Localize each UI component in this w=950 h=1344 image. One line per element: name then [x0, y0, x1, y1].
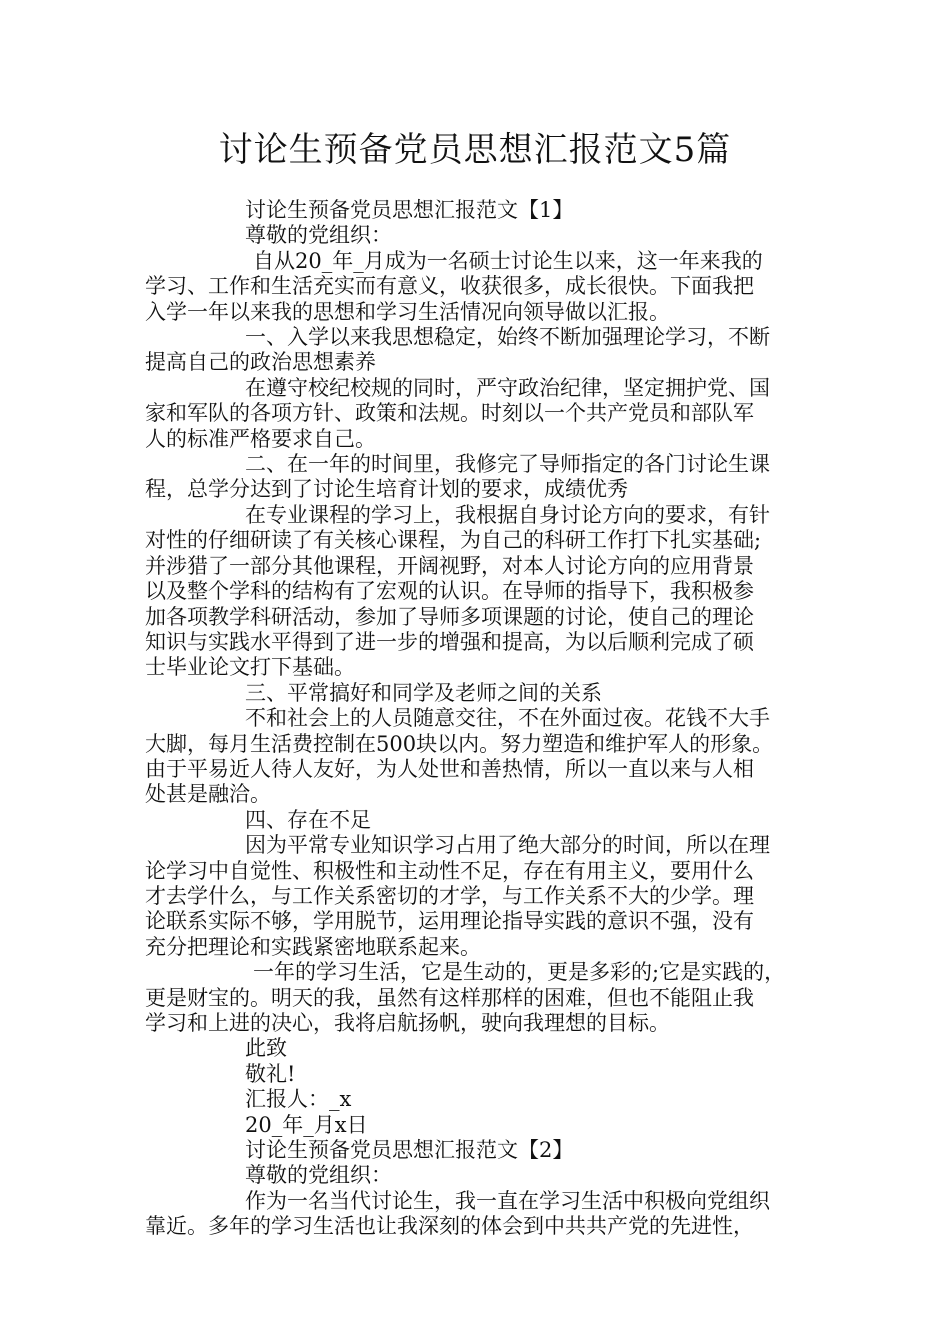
paragraph-line: 三、平常搞好和同学及老师之间的关系: [245, 680, 602, 705]
paragraph-line: 大脚，每月生活费控制在500块以内。努力塑造和维护军人的形象。: [145, 731, 774, 756]
paragraph-line: 此致: [245, 1036, 287, 1061]
paragraph-line: 提高自己的政治思想素养: [145, 350, 376, 375]
paragraph-line: 讨论生预备党员思想汇报范文【2】: [245, 1138, 574, 1163]
paragraph-line: 讨论生预备党员思想汇报范文【1】: [245, 198, 574, 222]
paragraph-line: 更是财宝的。明天的我，虽然有这样那样的困难，但也不能阻止我: [145, 985, 754, 1010]
paragraph-line: 尊敬的党组织：: [245, 223, 392, 248]
document-title: 讨论生预备党员思想汇报范文5篇: [218, 130, 732, 170]
document-body: [145, 198, 825, 1240]
paragraph-line: 汇报人：_x: [245, 1087, 352, 1112]
paragraph-line: 充分把理论和实践紧密地联系起来。: [145, 934, 481, 959]
paragraph-line: 对性的仔细研读了有关核心课程，为自己的科研工作打下扎实基础;: [145, 528, 762, 553]
paragraph-line: 一年的学习生活，它是生动的，更是多彩的;它是实践的，: [253, 960, 786, 985]
paragraph-line: 20_年_月x日: [245, 1112, 368, 1137]
paragraph-line: 学习和上进的决心，我将启航扬帆，驶向我理想的目标。: [145, 1011, 670, 1035]
paragraph-line: 四、存在不足: [245, 807, 371, 832]
paragraph-line: 入学一年以来我的思想和学习生活情况向领导做以汇报。: [145, 299, 670, 324]
paragraph-line: 人的标准严格要求自己。: [145, 426, 376, 451]
paragraph-line: 加各项教学科研活动，参加了导师多项课题的讨论，使自己的理论: [145, 604, 754, 629]
paragraph-line: 学习、工作和生活充实而有意义，收获很多，成长很快。下面我把: [145, 274, 754, 299]
paragraph-line: 才去学什么，与工作关系密切的才学，与工作关系不大的少学。理: [145, 883, 754, 908]
paragraph-line: 以及整个学科的结构有了宏观的认识。在导师的指导下，我积极参: [145, 579, 754, 604]
paragraph-line: 论联系实际不够，学用脱节，运用理论指导实践的意识不强，没有: [145, 909, 754, 934]
paragraph-line: 因为平常专业知识学习占用了绝大部分的时间，所以在理: [245, 833, 770, 858]
paragraph-line: 在遵守校纪校规的同时，严守政治纪律，坚定拥护党、国: [245, 375, 770, 400]
paragraph-line: 处甚是融洽。: [145, 782, 271, 807]
paragraph-line: 知识与实践水平得到了进一步的增强和提高，为以后顺利完成了硕: [145, 629, 754, 654]
paragraph-line: 敬礼!: [245, 1061, 296, 1086]
paragraph-line: 尊敬的党组织：: [245, 1163, 392, 1188]
paragraph-line: 二、在一年的时间里，我修完了导师指定的各门讨论生课: [245, 452, 770, 477]
paragraph-line: 士毕业论文打下基础。: [145, 655, 355, 680]
paragraph-line: 不和社会上的人员随意交往，不在外面过夜。花钱不大手: [245, 706, 770, 731]
paragraph-line: 论学习中自觉性、积极性和主动性不足，存在有用主义，要用什么: [145, 858, 754, 883]
paragraph-line: 自从20_年_月成为一名硕士讨论生以来，这一年来我的: [253, 248, 763, 273]
paragraph-line: 家和军队的各项方针、政策和法规。时刻以一个共产党员和部队军: [145, 401, 754, 426]
paragraph-line: 程，总学分达到了讨论生培育计划的要求，成绩优秀: [145, 477, 628, 502]
paragraph-line: 一、入学以来我思想稳定，始终不断加强理论学习，不断: [245, 325, 770, 350]
paragraph-line: 靠近。多年的学习生活也让我深刻的体会到中共共产党的先进性，: [145, 1214, 754, 1239]
paragraph-line: 在专业课程的学习上，我根据自身讨论方向的要求，有针: [245, 502, 770, 527]
paragraph-line: 并涉猎了一部分其他课程，开阔视野，对本人讨论方向的应用背景: [145, 553, 754, 578]
paragraph-line: 由于平易近人待人友好，为人处世和善热情，所以一直以来与人相: [145, 756, 754, 781]
paragraph-line: 作为一名当代讨论生，我一直在学习生活中积极向党组织: [245, 1188, 770, 1213]
